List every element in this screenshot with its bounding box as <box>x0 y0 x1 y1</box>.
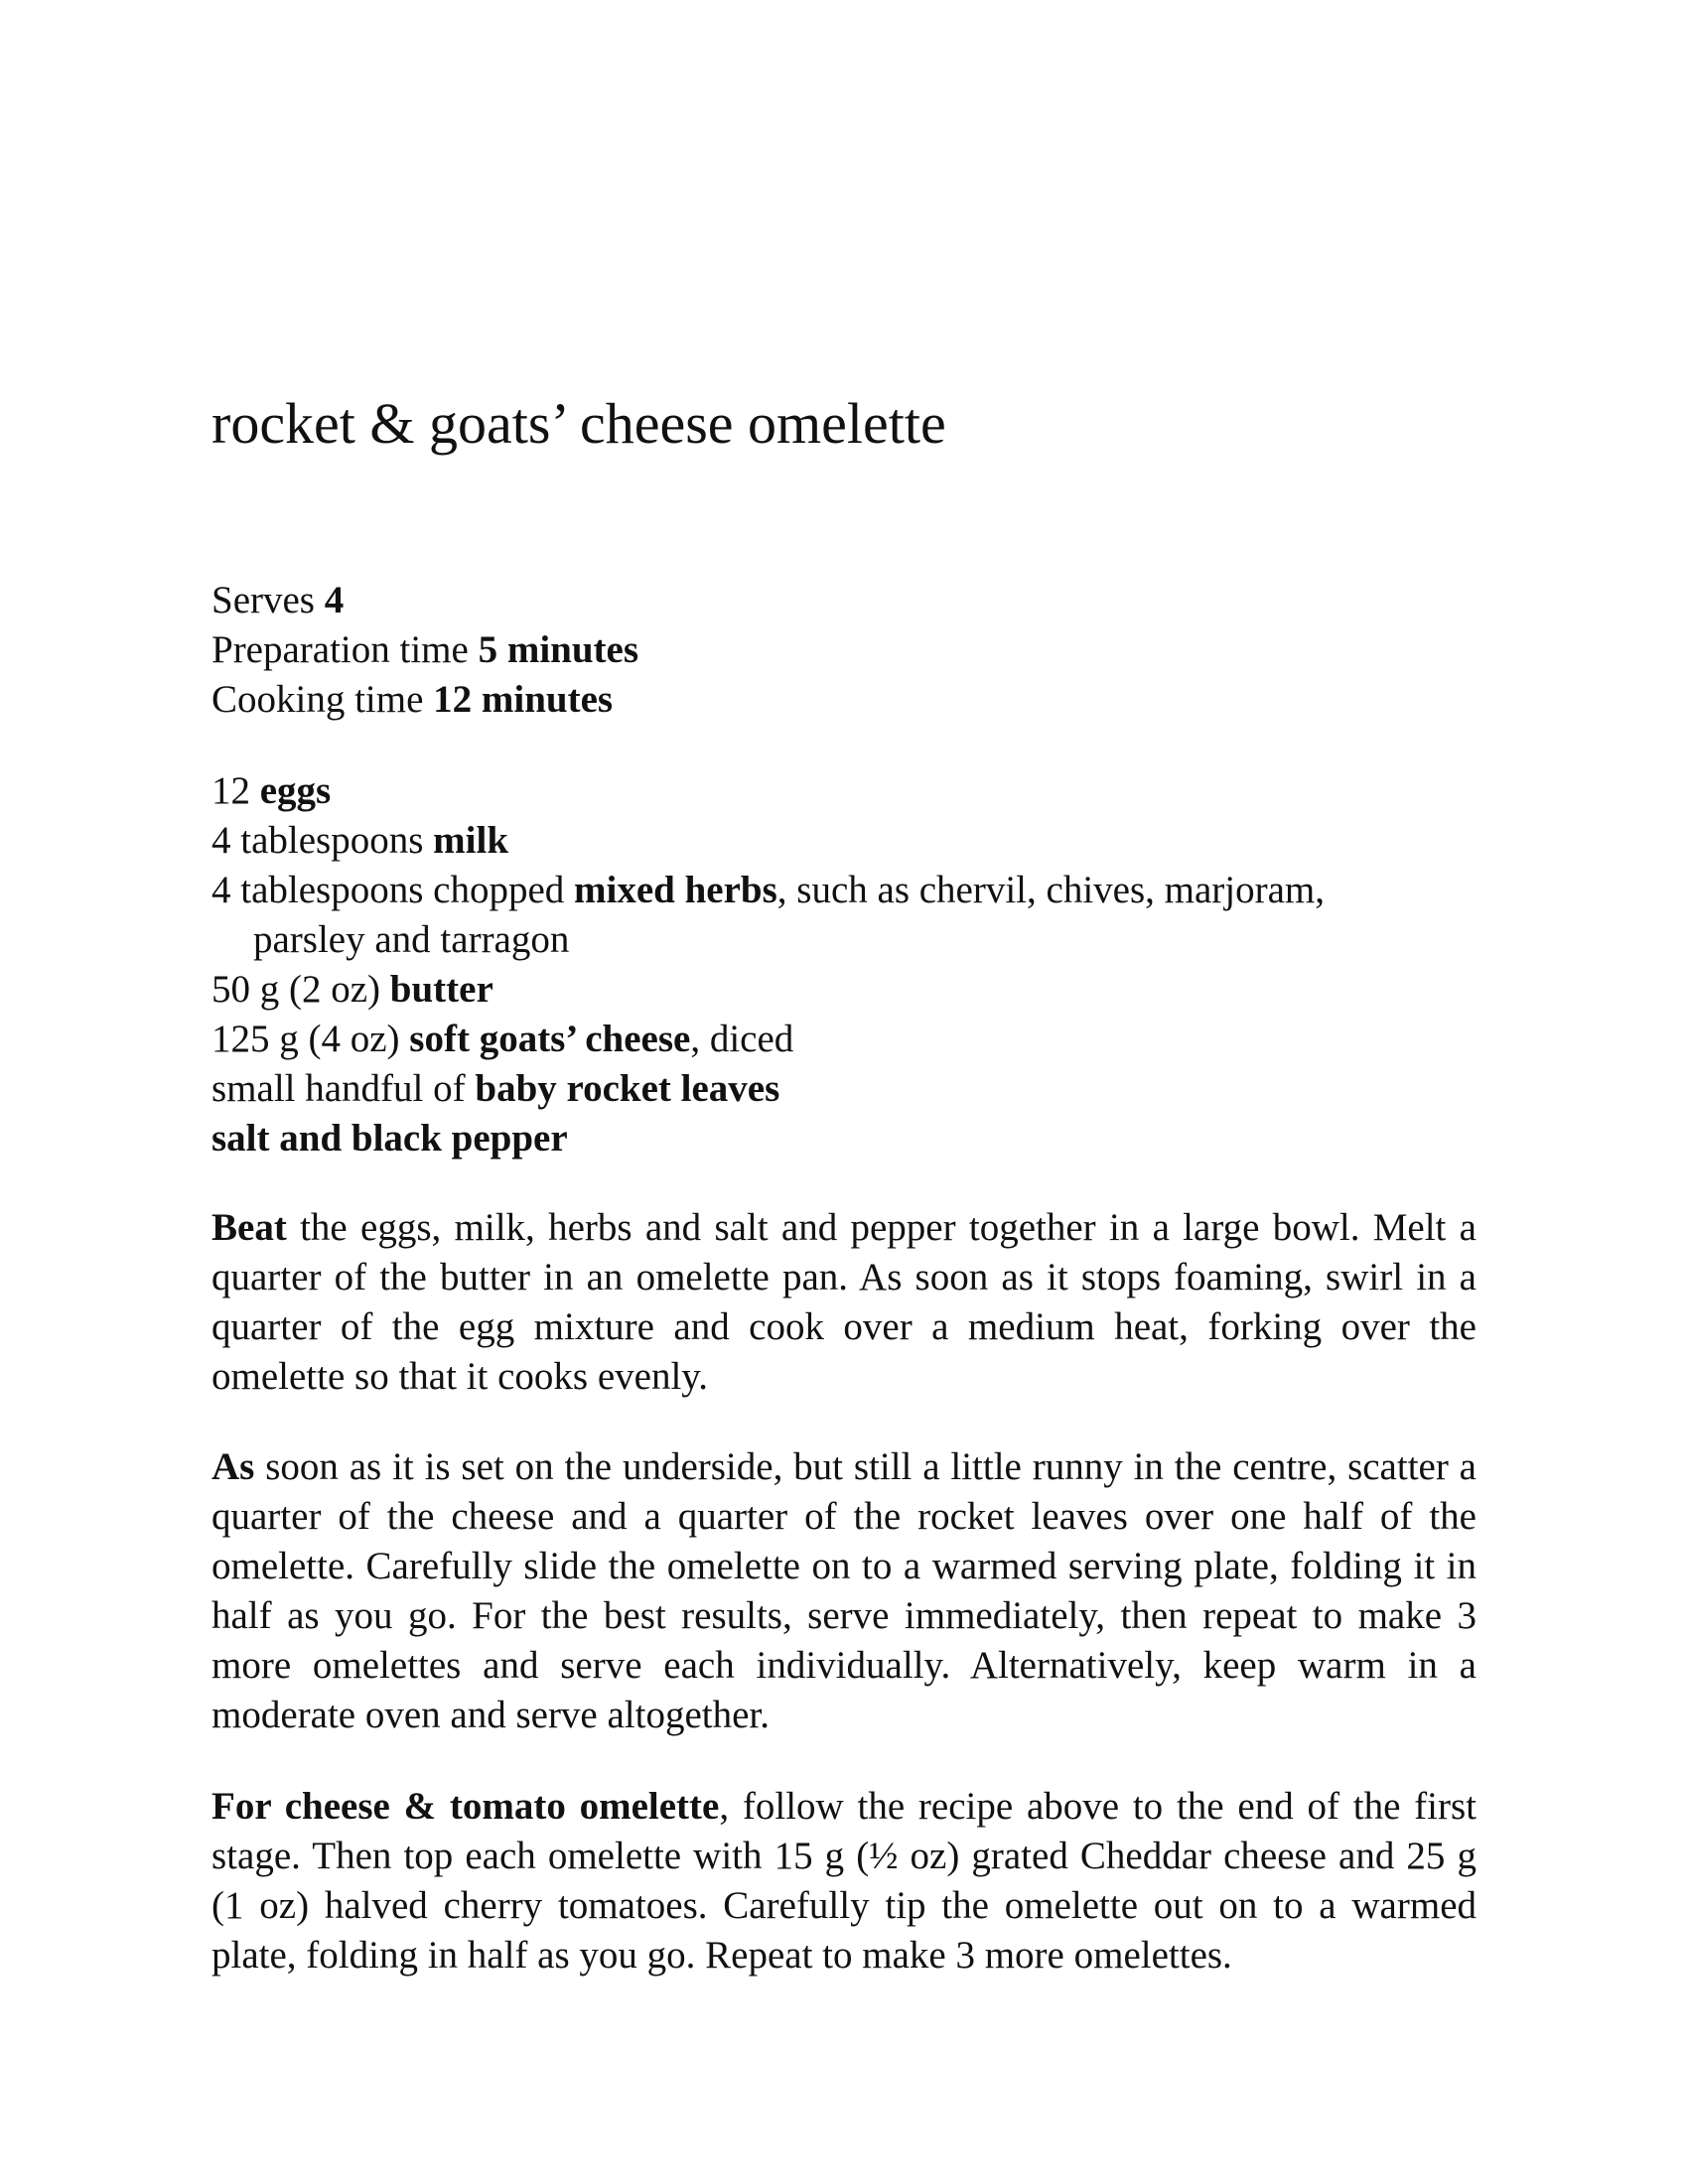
ingredient-name: soft goats’ cheese <box>409 1018 691 1060</box>
recipe-title: rocket & goats’ cheese omelette <box>211 391 946 456</box>
ingredient-qty: 50 g (2 oz) <box>211 968 381 1011</box>
ingredient-eggs <box>211 766 1477 816</box>
cook-time-label: Cooking time <box>211 678 424 721</box>
prep-time-label: Preparation time <box>211 628 469 671</box>
ingredient-herbs-continued: parsley and tarragon <box>253 918 570 961</box>
variation-paragraph <box>211 1782 1477 1980</box>
variation-title: For cheese & tomato omelette <box>211 1785 720 1828</box>
variation-text: , follow the recipe above to the end of the first stage. Then top each omelette with 15 g (½ oz) grated Cheddar cheese and 25 g (1 oz) halved cherry tomatoes. Carefully tip the omelette out on to a warmed plate, folding in half as you go. Repeat to make 3 more omelettes. <box>211 1785 1477 1977</box>
ingredient-qty: 12 <box>211 769 250 812</box>
ingredient-qty: 4 tablespoons <box>211 819 424 862</box>
ingredient-herbs <box>211 866 1477 915</box>
serves-value: 4 <box>324 579 345 621</box>
ingredient-qty: small handful of <box>211 1067 466 1110</box>
method-paragraph-2 <box>211 1442 1477 1740</box>
recipe-meta <box>211 576 1477 725</box>
ingredient-name: salt and black pepper <box>211 1117 568 1160</box>
ingredient-name: baby rocket leaves <box>475 1067 780 1110</box>
serves-label: Serves <box>211 579 315 621</box>
prep-time-line <box>211 625 1477 675</box>
ingredient-name: milk <box>433 819 509 862</box>
ingredient-name: mixed herbs <box>574 869 777 911</box>
cook-time-line <box>211 675 1477 725</box>
method-step-text: the eggs, milk, herbs and salt and pepper together in a large bowl. Melt a quarter of the butter in an omelette pan. As soon as it stops foaming, swirl in a quarter of the egg mixture and cook over a medium heat, forking over the omelette so that it cooks evenly. <box>211 1206 1477 1398</box>
prep-time-value: 5 minutes <box>478 628 639 671</box>
ingredient-butter <box>211 965 1477 1015</box>
ingredient-seasoning <box>211 1114 1477 1163</box>
ingredient-name: eggs <box>259 769 332 812</box>
method-step-lead: As <box>211 1445 255 1488</box>
ingredient-milk <box>211 816 1477 866</box>
ingredient-rocket <box>211 1064 1477 1114</box>
ingredient-list <box>211 766 1477 1163</box>
ingredient-goats-cheese <box>211 1015 1477 1064</box>
method-paragraph-1 <box>211 1203 1477 1402</box>
ingredient-name: butter <box>389 968 493 1011</box>
ingredient-qty: 4 tablespoons chopped <box>211 869 565 911</box>
cook-time-value: 12 minutes <box>433 678 614 721</box>
ingredient-note: , diced <box>690 1018 794 1060</box>
ingredient-note: , such as chervil, chives, marjoram, <box>776 869 1326 911</box>
serves-line <box>211 576 1477 625</box>
method-step-text: soon as it is set on the underside, but still a little runny in the centre, scatter a quarter of the cheese and a quarter of the rocket leaves over one half of the omelette. Carefully slide the omelette on to a warmed serving plate, folding it in half as you go. For the best results, serve immediately, then repeat to make 3 more omelettes and serve each individually. Alternatively, keep warm in a moderate oven and serve altogether. <box>211 1445 1477 1736</box>
ingredient-qty: 125 g (4 oz) <box>211 1018 400 1060</box>
method-step-lead: Beat <box>211 1206 287 1249</box>
